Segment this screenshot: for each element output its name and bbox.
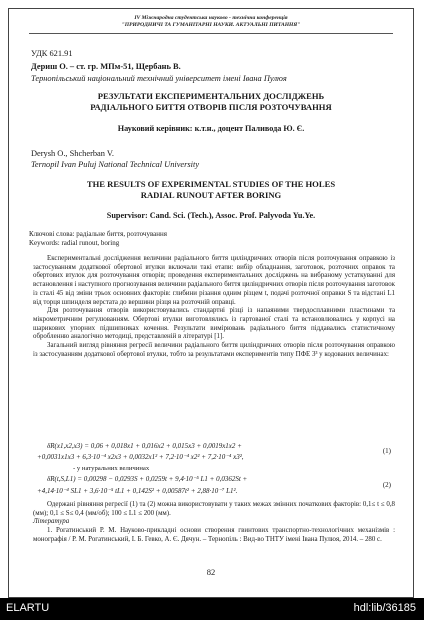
body-text (33, 255, 395, 359)
paragraph-3: Загальний вигляд рівняння регресії величини радіального биття циліндричних отворів після розточування оправкою із застосуванням додаткової обертової втулки, тобто за результатами експериментів типу ПФЕ 3³ у кодованих величинах: (33, 342, 395, 358)
reference-1: 1. Рогатинський Р. М. Науково-прикладні основи створення гвинтових транспортно-технологічних механізмів : монографія / Р. М. Рогатинський, І. Б. Гевко, А. Є. Дячун. – Тернопіль : Вид-во ТНТУ імені Івана Пулюя, 2014. – 280 с. (33, 527, 395, 543)
conclusion-text (33, 501, 395, 545)
keywords-ua: Ключові слова: радіальне биття, розточування (29, 230, 167, 238)
conference-header-line2: "ПРИРОДНИЧІ ТА ГУМАНІТАРНІ НАУКИ. АКТУАЛЬНІ ПИТАННЯ" (121, 21, 301, 28)
paragraph-1: Експериментальні дослідження величини радіального биття циліндричних отворів після розточування оправкою із застосуванням додаткової обертової втулки включали такі етапи: вибір обладнання, заготовок, розточних оправок та обертових втулок для розточування отворів; проведення експериментальних досліджень на вибраному устаткуванні для встановлення і наступного прогнозування величини радіального биття циліндричних отворів після розточування заготовок із сталі 45 від зміни трьох основних факторів: глибини різання одним різцем t, подачі розточної оправки S та відстані L1 від торця шпинделя верстата до вершини різця на розточній оправці. (33, 255, 395, 306)
title-en-line1: THE RESULTS OF EXPERIMENTAL STUDIES OF THE HOLES (86, 179, 336, 189)
keywords-en: Keywords: radial runout, boring (29, 239, 120, 247)
repository-footer (0, 598, 424, 620)
literature-heading: Література (33, 518, 70, 526)
paper-page (8, 8, 414, 598)
paragraph-4: Одержані рівняння регресії (1) та (2) можна використовувати у таких межах змінних початкових факторів: 0,1≤ t ≤ 0,8 (мм); 0,1 ≤ S≤ 0,4 (мм/об); 100 ≤ L1 ≤ 200 (мм). (33, 501, 395, 517)
title-ua-line1: РЕЗУЛЬТАТИ ЕКСПЕРИМЕНТАЛЬНИХ ДОСЛІДЖЕНЬ (97, 91, 325, 101)
equation-2-line2: +4,14·10⁻⁴ SL1 + 3,6·10⁻⁵ tL1 + 0,142S² + 0,00587t² + 2,88·10⁻⁷ L1². (37, 487, 238, 495)
equation-1-line1: δR(x1,x2,x3) = 0,06 + 0,018x1 + 0,016x2 + 0,015x3 + 0,0019x1x2 + (47, 442, 242, 450)
equation-2-number: (2) (382, 481, 391, 489)
header-divider (29, 33, 393, 34)
supervisor-ua: Науковий керівник: к.т.н., доцент Паливода Ю. Є. (117, 124, 305, 133)
equation-2-line1: δR(t,S,L1) = 0,00298 − 0,0293S + 0,0259t + 9,4·10⁻⁵ L1 + 0,0362St + (47, 475, 248, 483)
footer-repository-name: ELARTU (6, 602, 50, 614)
authors-ua: Дериш О. – ст. гр. МПм-51, Щербань В. (31, 62, 181, 71)
conference-header (9, 15, 413, 28)
conference-header-line1: IV Міжнародна студентська науково - технічна конференція (134, 15, 288, 21)
affiliation-en: Ternopil Ivan Puluj National Technical University (31, 160, 200, 169)
title-en-line2: RADIAL RUNOUT AFTER BORING (140, 190, 282, 200)
page-number: 82 (206, 567, 216, 577)
equation-1-number: (1) (382, 447, 391, 455)
equation-note: - у натуральних величинах (73, 465, 150, 472)
supervisor-en: Supervisor: Cand. Sci. (Tech.), Assoc. Prof. Palyvoda Yu.Ye. (106, 211, 316, 220)
paragraph-2: Для розточування отворів використовувались стандартні різці із напаяними твердосплавними пластинами та мікрометричним регулюванням. Обертові втулки виготовлялись із гартованої сталі та встановлювались у корпусі на шарикових упорних підшипниках кочення. Результати вимірювань радіального биття піддавались статистичному обробленню аналогічно методиці, представленій в літературі [1]. (33, 307, 395, 341)
udk-code: УДК 621.91 (31, 49, 73, 58)
footer-handle[interactable]: hdl:lib/36185 (353, 602, 416, 614)
affiliation-ua: Тернопільський національний технічний університет імені Івана Пулюя (31, 74, 287, 83)
authors-en: Derysh O., Shcherban V. (31, 149, 114, 158)
title-ua-line2: РАДІАЛЬНОГО БИТТЯ ОТВОРІВ ПІСЛЯ РОЗТОЧУВАННЯ (90, 102, 332, 112)
equation-1-line2: +0,0031x1x3 + 6,3·10⁻⁴ x2x3 + 0,0032x1² + 7,2·10⁻⁴ x2² + 7,2·10⁻⁴ x3², (37, 453, 244, 461)
